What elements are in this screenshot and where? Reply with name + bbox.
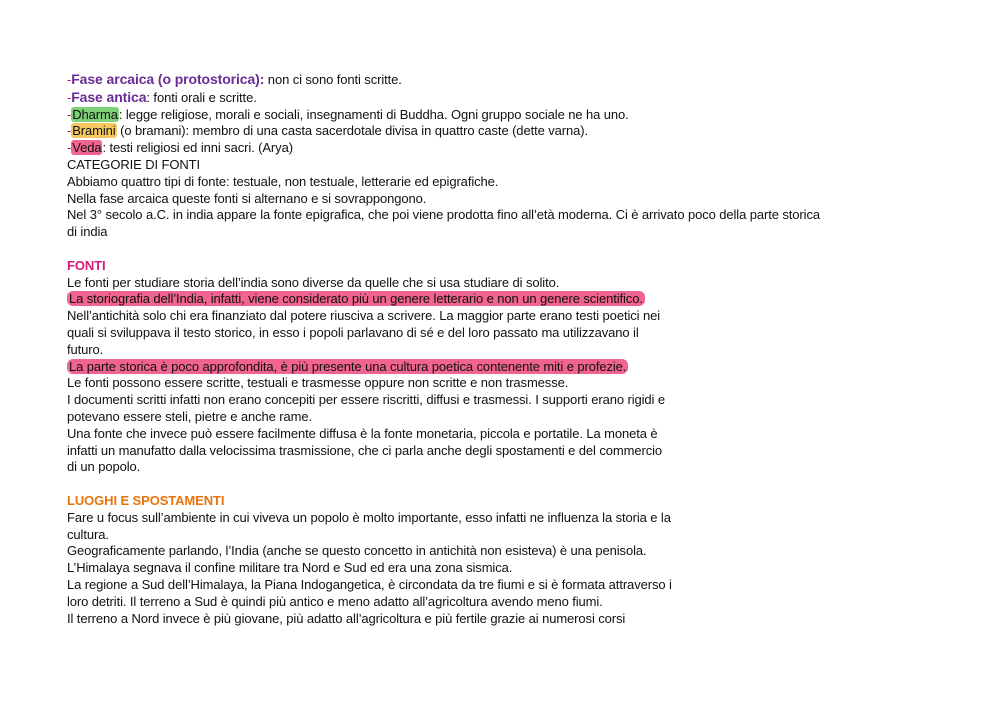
intro-line-fase-arcaica (67, 71, 927, 89)
intro-line-dharma (67, 107, 927, 124)
paragraph-line: Le fonti per studiare storia dell’india sono diverse da quelle che si usa studiare di solito. (67, 274, 560, 290)
section-spacer (67, 476, 927, 493)
term-dharma-highlight: Dharma (72, 106, 118, 122)
paragraph-line: cultura. (67, 526, 109, 542)
luoghi-heading: LUOGHI E SPOSTAMENTI (67, 492, 225, 508)
pink-highlight: La storiografia dell’India, infatti, viene considerato più un genere letterario e non un genere scientifico. (69, 291, 643, 307)
paragraph-line: La regione a Sud dell’Himalaya, la Piana Indogangetica, è circondata da tre fiumi e si è formata attraverso i (67, 576, 672, 592)
paragraph-line: di un popolo. (67, 459, 141, 475)
paragraph-line: Nel 3° secolo a.C. in india appare la fonte epigrafica, che poi viene prodotta fino all’età moderna. Ci è arrivato poco della parte storica (67, 207, 820, 223)
paragraph-line: Geograficamente parlando, l’India (anche se questo concetto in antichità non esisteva) è una penisola. (67, 543, 647, 559)
categorie-heading: CATEGORIE DI FONTI (67, 156, 201, 172)
term-bramini-highlight: Bramini (72, 123, 116, 139)
paragraph-line: Abbiamo quattro tipi di fonte: testuale, non testuale, letterarie ed epigrafiche. (67, 173, 499, 189)
paragraph-line: futuro. (67, 341, 104, 357)
paragraph-line: Una fonte che invece può essere facilmente diffusa è la fonte monetaria, piccola e portatile. La moneta è (67, 425, 658, 441)
paragraph-line: L’Himalaya segnava il confine militare tra Nord e Sud ed era una zona sismica. (67, 560, 513, 576)
paragraph-line: di india (67, 224, 108, 240)
paragraph-line: Il terreno a Nord invece è più giovane, più adatto all’agricoltura e più fertile grazie ai numerosi corsi (67, 610, 626, 626)
paragraph-line: loro detriti. Il terreno a Sud è quindi più antico e meno adatto all’agricoltura avendo meno fiumi. (67, 593, 603, 609)
highlighted-line (67, 359, 927, 376)
term-veda-highlight: Veda (72, 140, 102, 156)
paragraph-line: Le fonti possono essere scritte, testuali e trasmesse oppure non scritte e non trasmesse. (67, 375, 569, 391)
paragraph-line: I documenti scritti infatti non erano concepiti per essere riscritti, diffusi e trasmessi. I supporti erano rigidi e (67, 392, 665, 408)
definition-text: : testi religiosi ed inni sacri. (Arya) (102, 140, 293, 156)
definition-text: : legge religiose, morali e sociali, insegnamenti di Buddha. Ogni gruppo sociale ne ha uno. (118, 106, 629, 122)
section-spacer (67, 241, 927, 258)
bullet-dash: - (67, 123, 72, 139)
document-body (67, 71, 927, 627)
bullet-dash: - (67, 140, 72, 156)
paragraph-line: Nella fase arcaica queste fonti si alternano e si sovrappongono. (67, 190, 427, 206)
definition-text: non ci sono fonti scritte. (264, 72, 402, 87)
intro-line-fase-antica (67, 89, 927, 107)
paragraph-line: infatti un manufatto dalla velocissima trasmissione, che ci parla anche degli spostamenti e del commercio (67, 442, 663, 458)
term-fase-antica: Fase antica (71, 88, 147, 105)
fonti-heading: FONTI (67, 257, 106, 273)
definition-text: (o bramani): membro di una casta sacerdotale divisa in quattro caste (dette varna). (116, 123, 588, 139)
paragraph-line: quali si sviluppava il testo storico, in esso i popoli parlavano di sé e del loro passato ma utilizzavano il (67, 324, 639, 340)
bullet-dash: - (67, 72, 72, 87)
intro-line-bramini (67, 123, 927, 140)
bullet-dash: - (67, 106, 72, 122)
paragraph-line: potevano essere steli, pietre e anche rame. (67, 408, 313, 424)
paragraph-line: Fare u focus sull’ambiente in cui viveva un popolo è molto importante, esso infatti ne influenza la storia e la (67, 509, 671, 525)
term-fase-arcaica: Fase arcaica (o protostorica): (71, 71, 265, 87)
paragraph-line: Nell’antichità solo chi era finanziato dal potere riusciva a scrivere. La maggior parte erano testi poetici nei (67, 308, 660, 324)
highlighted-line (67, 291, 927, 308)
definition-text: : fonti orali e scritte. (146, 89, 257, 105)
pink-highlight: La parte storica è poco approfondita, è più presente una cultura poetica contenente miti e profezie. (69, 358, 627, 374)
intro-line-veda (67, 140, 927, 157)
bullet-dash: - (67, 89, 72, 105)
